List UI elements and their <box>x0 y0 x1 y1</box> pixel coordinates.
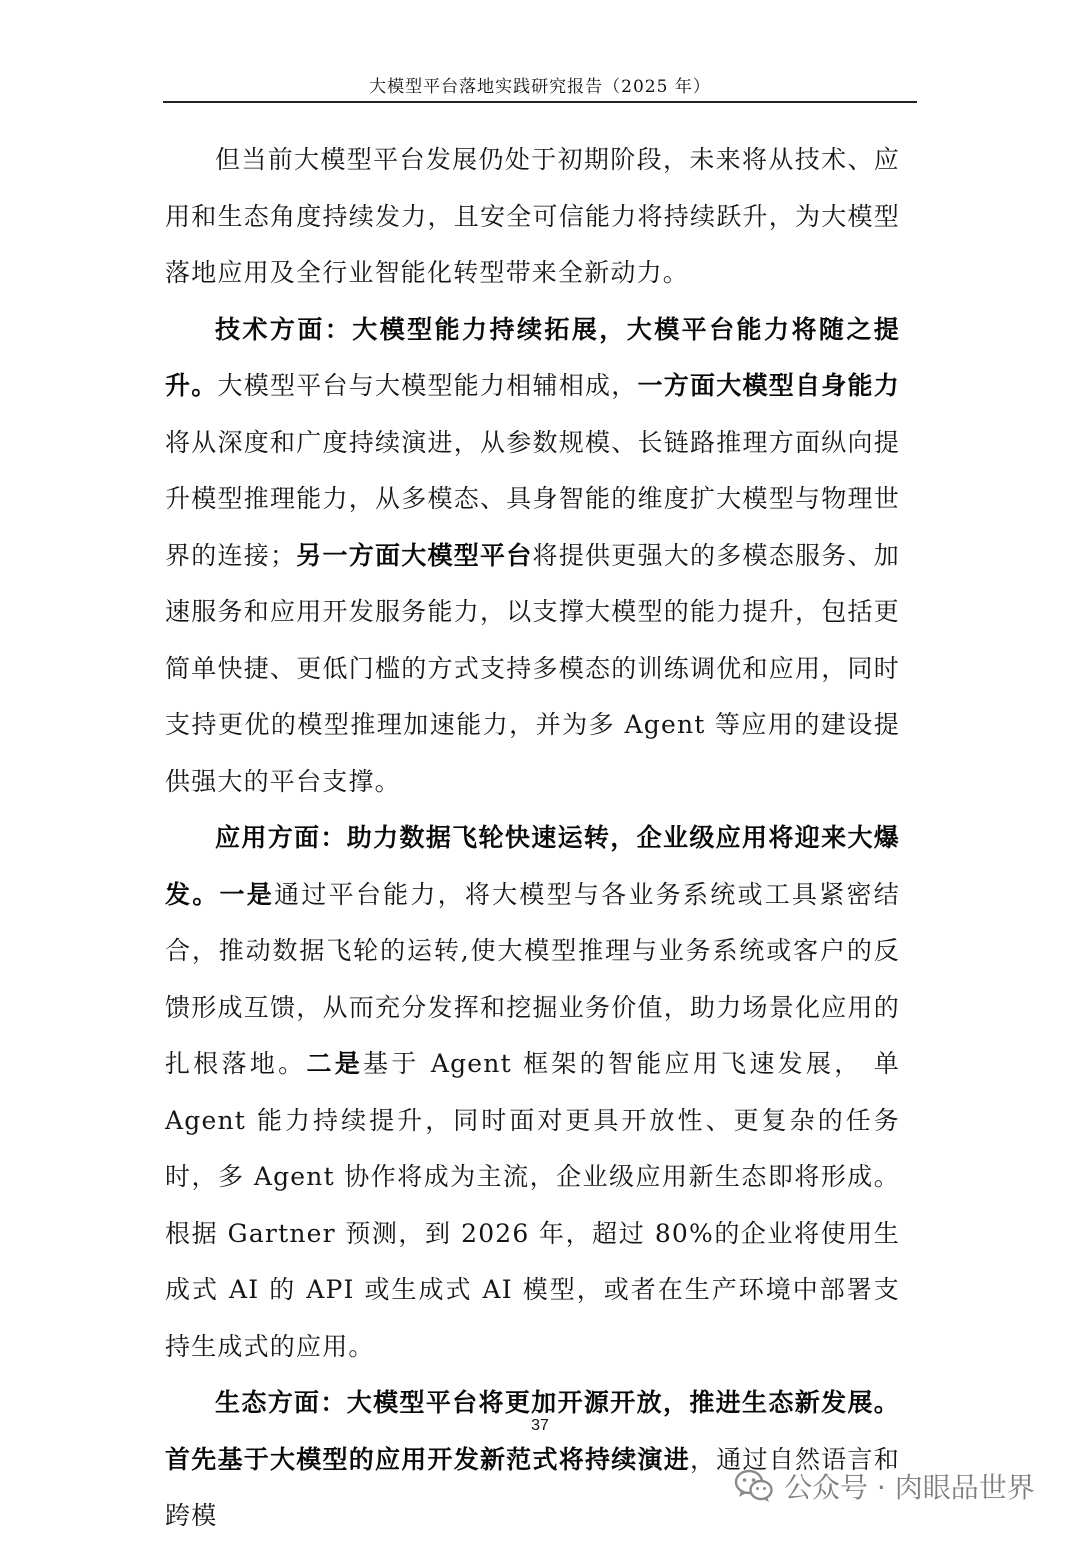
watermark-text: 公众号 · 肉眼品世界 <box>784 1471 1035 1504</box>
text-run: ，通过自然语言和跨模 <box>165 1444 900 1530</box>
text-run: 通过平台能力，将大模型与各业务系统或工具紧密结合，推动数据飞轮的运转,使大模型推理与业务系统或客户的反馈形成互馈，从而充分发挥和挖掘业务价值，助力场景化应用的扎根落地。 <box>165 879 900 1078</box>
watermark <box>734 1464 1035 1508</box>
page-header-title: 大模型平台落地实践研究报告（2025 年） <box>369 77 711 97</box>
bold-text-run: 二是 <box>306 1049 364 1078</box>
bold-text-run: 技术方面：大模型能力持续拓展，大模平台能力将随之提升。 <box>165 314 900 400</box>
bold-text-run: 生态方面：大模型平台将更加开源开放，推进生态新发展。 <box>215 1388 900 1417</box>
bold-text-run: 一是 <box>219 879 275 909</box>
text-run: 基于 Agent 框架的智能应用飞速发展， 单 Agent 能力持续提升，同时面对更具开放性、更复杂的任务时，多 Agent 协作将成为主流，企业级应用新生态即将形成。根据 Gartner 预测，到 2026 年，超过 80%的企业将使用生成式 AI 的 API 或生成式 AI 模型，或者在生产环境中部署支持生成式的应用。 <box>165 1049 900 1361</box>
bold-text-run: 首先基于大模型的应用开发新范式将持续演进 <box>165 1444 691 1474</box>
text-run: 但当前大模型平台发展仍处于初期阶段，未来将从技术、应用和生态角度持续发力，且安全可信能力将持续跃升，为大模型落地应用及全行业智能化转型带来全新动力。 <box>165 145 900 287</box>
text-run: 将提供更强大的多模态服务、加速服务和应用开发服务能力，以支撑大模型的能力提升，包括更简单快捷、更低门槛的方式支持多模态的训练调优和应用，同时支持更优的模型推理加速能力，并为多 Agent 等应用的建设提供强大的平台支撑。 <box>165 540 900 796</box>
paragraph-application <box>165 810 900 1375</box>
report-body <box>165 132 900 1545</box>
text-run: 大模型平台与大模型能力相辅相成， <box>217 371 638 400</box>
bold-text-run: 一方面大模型自身能力 <box>637 371 901 400</box>
text-run: 将从深度和广度持续演进，从参数规模、长链路推理方面纵向提升模型推理能力，从多模态、具身智能的维度扩大模型与物理世界的连接； <box>165 427 900 570</box>
header-divider <box>163 101 917 103</box>
wechat-icon <box>734 1468 774 1504</box>
page-number: 37 <box>531 1417 549 1434</box>
bold-text-run: 另一方面大模型平台 <box>296 540 533 570</box>
paragraph-ecosystem <box>165 1375 900 1545</box>
paragraph-intro <box>165 132 900 302</box>
paragraph-technology <box>165 302 900 811</box>
bold-text-run: 应用方面：助力数据飞轮快速运转，企业级应用将迎来大爆发。 <box>165 823 900 909</box>
